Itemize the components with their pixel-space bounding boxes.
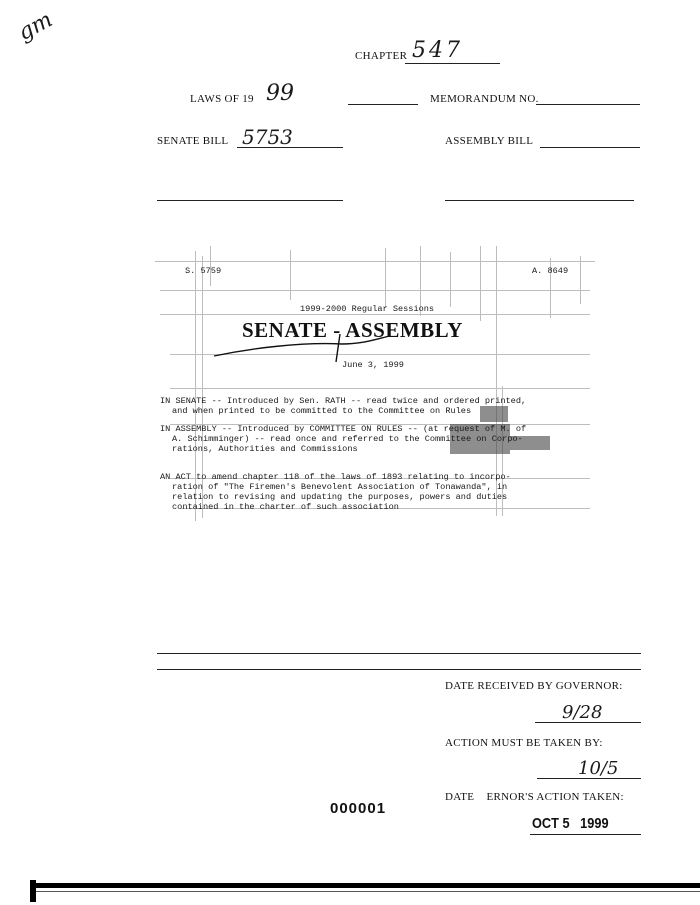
assembly-intro-line: IN ASSEMBLY -- Introduced by COMMITTEE ON RULES -- (at request of M. of <box>160 424 527 434</box>
act-text-line: ration of "The Firemen's Benevolent Association of Tonawanda", in <box>172 482 508 492</box>
laws-year: 99 <box>266 81 294 106</box>
assembly-number: A. 8649 <box>532 266 569 276</box>
action-taken-stamp: OCT 5 1999 <box>532 815 609 832</box>
action-deadline-line <box>537 778 641 779</box>
action-taken-label: DATE ERNOR'S ACTION TAKEN: <box>445 791 624 803</box>
assembly-bill-line <box>540 147 640 148</box>
assembly-intro-line: A. Schimminger) -- read once and referred to the Committee on Corpo- <box>172 434 523 444</box>
scan-edge-bar <box>30 883 700 888</box>
senate-intro-line: and when printed to be committed to the Committee on Rules <box>172 406 472 416</box>
action-deadline-value: 10/5 <box>578 758 619 779</box>
laws-line <box>348 104 418 105</box>
bill-cover-copy <box>150 246 605 526</box>
scan-edge-thin <box>36 891 700 892</box>
act-text <box>160 472 511 512</box>
senate-bill-label: SENATE BILL <box>157 135 229 147</box>
date-received-label: DATE RECEIVED BY GOVERNOR: <box>445 680 623 692</box>
assembly-bill-label: ASSEMBLY BILL <box>445 135 534 147</box>
chapter-number: 547 <box>412 38 463 63</box>
memorandum-label: MEMORANDUM NO. <box>430 93 539 105</box>
act-text-line: relation to revising and updating the purposes, powers and duties <box>172 492 508 502</box>
handwritten-initials: gm <box>14 7 57 46</box>
action-deadline-label: ACTION MUST BE TAKEN BY: <box>445 737 603 749</box>
session: 1999-2000 Regular Sessions <box>300 304 435 314</box>
separator-line-top <box>157 653 641 654</box>
blank-line-left <box>157 200 343 201</box>
houses-title: SENATE - ASSEMBLY <box>242 318 463 342</box>
blank-line-right <box>445 200 634 201</box>
chapter-line <box>405 63 500 64</box>
date-received-line <box>535 722 641 723</box>
date-received-value: 9/28 <box>562 702 603 723</box>
page-number: 000001 <box>330 800 387 817</box>
senate-intro <box>160 396 526 416</box>
separator-line-bottom <box>157 669 641 670</box>
assembly-intro-line: rations, Authorities and Commissions <box>172 444 358 454</box>
senate-number: S. 5759 <box>185 266 222 276</box>
laws-label: LAWS OF 19 <box>190 93 254 105</box>
senate-bill-number: 5753 <box>242 125 293 149</box>
memorandum-line <box>536 104 640 105</box>
act-text-line: contained in the charter of such association <box>172 502 399 512</box>
senate-intro-line: IN SENATE -- Introduced by Sen. RATH -- read twice and ordered printed, <box>160 396 527 406</box>
chapter-label: CHAPTER <box>355 50 408 62</box>
act-text-line: AN ACT to amend chapter 118 of the laws of 1893 relating to incorpo- <box>160 472 511 482</box>
bill-date: June 3, 1999 <box>342 360 404 370</box>
senate-bill-line <box>237 147 343 148</box>
assembly-intro <box>160 424 526 454</box>
action-taken-line <box>530 834 641 835</box>
